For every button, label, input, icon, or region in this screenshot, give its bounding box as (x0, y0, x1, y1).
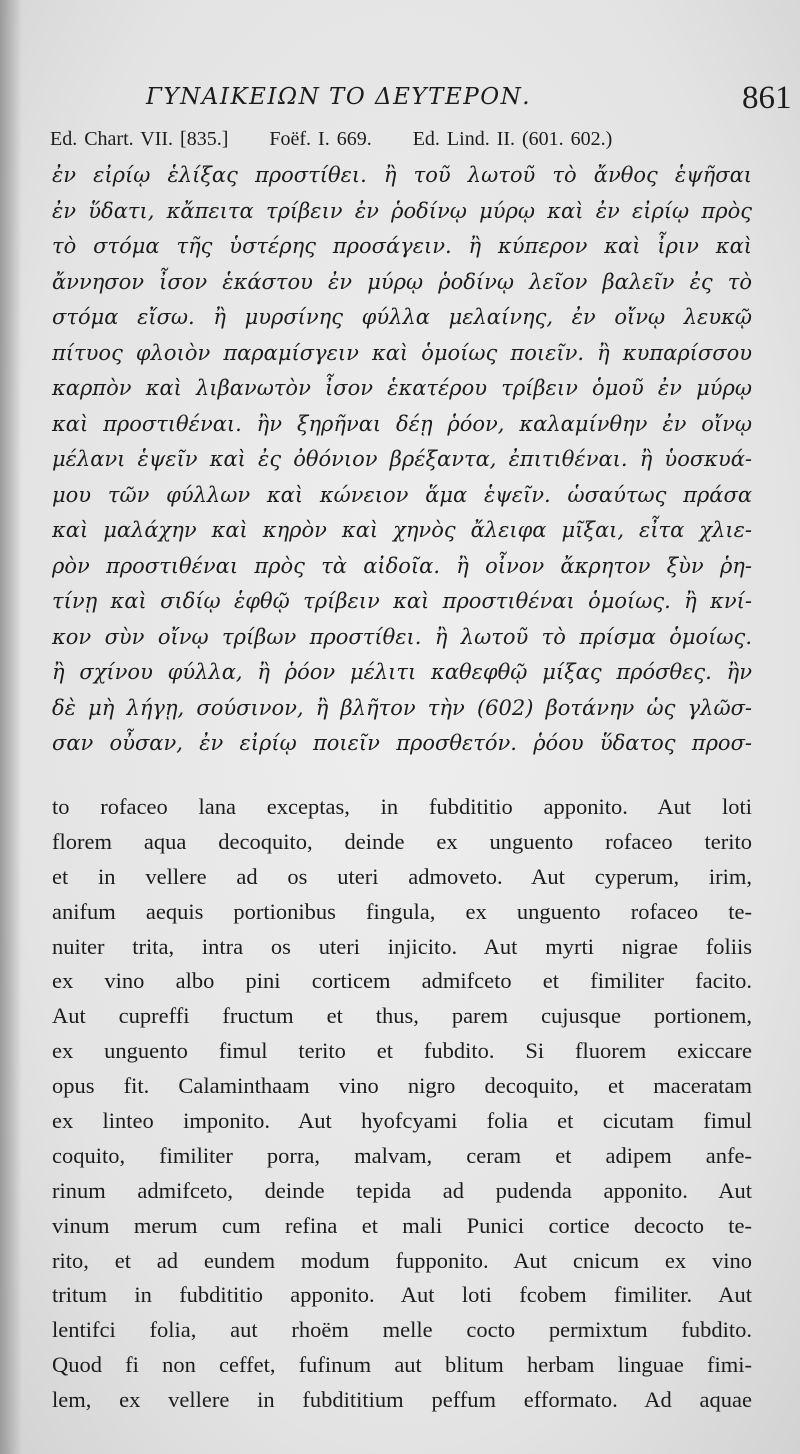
latin-line: ex vino albo pini corticem admifceto et fimiliter facito. (52, 968, 752, 994)
latin-line: florem aqua decoquito, deinde ex unguento rofaceo terito (52, 828, 752, 854)
latin-line: ex linteo imponito. Aut hyofcyami folia et cicutam fimul (52, 1108, 752, 1134)
page-number: 861 (742, 80, 792, 116)
greek-line: ἢ σχίνου φύλλα, ἢ ῥόον μέλιτι καθεφθῷ μίξας πρόσθες. ἢν (52, 660, 752, 684)
greek-line: ἐν εἰρίῳ ἑλίξας προστίθει. ἢ τοῦ λωτοῦ τὸ ἄνθος ἑψῆσαι (52, 163, 752, 187)
greek-line: ρὸν προστιθέναι πρὸς τὰ αἰδοῖα. ἢ οἶνον ἄκρητον ξὺν ῥη- (52, 553, 752, 578)
page-header (0, 78, 800, 122)
greek-line: μέλανι ἑψεῖν καὶ ἐς ὀθόνιον βρέξαντα, ἐπιτιθέναι. ἢ ὑοσκυά- (52, 447, 752, 471)
greek-line: πίτυος φλοιὸν παραμίσγειν καὶ ὁμοίως ποιεῖν. ἢ κυπαρίσσου (52, 340, 752, 365)
greek-line: στόμα εἴσω. ἢ μυρσίνης φύλλα μελαίνης, ἐν οἴνῳ λευκῷ (52, 305, 752, 329)
greek-line: ἄννησον ἶσον ἑκάστου ἐν μύρῳ ῥοδίνῳ λεῖον βαλεῖν ἐς τὸ (52, 269, 752, 294)
latin-line: Quod fi non ceffet, fufinum aut blitum herbam linguae fimi- (52, 1352, 752, 1378)
greek-line: τὸ στόμα τῆς ὑστέρης προσάγειν. ἢ κύπερον καὶ ἶριν καὶ (52, 234, 752, 258)
latin-text-block (52, 790, 752, 1418)
latin-line: rito, et ad eundem modum fupponito. Aut cnicum ex vino (52, 1247, 752, 1273)
running-title: ΓΥΝΑΙΚΕΙΩΝ ΤΟ ΔΕΥΤΕΡΟΝ. (146, 84, 532, 110)
latin-line: tritum in fubdititio apponito. Aut loti fcobem fimiliter. Aut (52, 1282, 752, 1308)
latin-line: to rofaceo lana exceptas, in fubdititio apponito. Aut loti (52, 794, 752, 819)
greek-line: κον σὺν οἴνῳ τρίβων προστίθει. ἢ λωτοῦ τὸ πρίσμα ὁμοίως. (52, 624, 752, 649)
edition-ref-foesius: Foëf. I. 669. (269, 128, 372, 150)
latin-line: rinum admifceto, deinde tepida ad pudenda apponito. Aut (52, 1177, 752, 1203)
latin-line: lem, ex vellere in fubdititium peffum efformato. Ad aquae (52, 1387, 752, 1413)
latin-line: Aut cupreffi fructum et thus, parem cujusque portionem, (52, 1003, 752, 1029)
latin-line: opus fit. Calaminthaam vino nigro decoquito, et maceratam (52, 1073, 752, 1099)
latin-line: lentifci folia, aut rhoëm melle cocto permixtum fubdito. (52, 1317, 752, 1343)
greek-line: σαν οὖσαν, ἐν εἰρίῳ ποιεῖν προσθετόν. ῥόου ὕδατος προσ- (52, 731, 752, 755)
latin-line: ex unguento fimul terito et fubdito. Si fluorem exiccare (52, 1038, 752, 1064)
greek-line: καὶ μαλάχην καὶ κηρὸν καὶ χηνὸς ἄλειφα μῖξαι, εἶτα χλιε- (52, 518, 752, 542)
latin-line: et in vellere ad os uteri admoveto. Aut cyperum, irim, (52, 863, 752, 889)
greek-line: τίνῃ καὶ σιδίῳ ἑφθῷ τρίβειν καὶ προστιθέναι ὁμοίως. ἢ κνί- (52, 589, 752, 613)
edition-ref-chartier: Ed. Chart. VII. [835.] (50, 128, 229, 150)
latin-line: coquito, fimiliter porra, malvam, ceram et adipem anfe- (52, 1142, 752, 1168)
greek-text-block (52, 158, 752, 762)
greek-line: δὲ μὴ λήγῃ, σούσινον, ἢ βλῆτον τὴν (602) βοτάνην ὡς γλῶσ- (52, 695, 752, 720)
greek-line: μου τῶν φύλλων καὶ κώνειον ἅμα ἑψεῖν. ὡσαύτως πράσα (52, 482, 752, 507)
greek-line: καὶ προστιθέναι. ἢν ξηρῆναι δέῃ ῥόον, καλαμίνθην ἐν οἴνῳ (52, 411, 752, 436)
latin-line: vinum merum cum refina et mali Punici cortice decocto te- (52, 1212, 752, 1238)
edition-references (50, 128, 612, 151)
latin-line: anifum aequis portionibus fingula, ex unguento rofaceo te- (52, 898, 752, 924)
greek-line: καρπὸν καὶ λιβανωτὸν ἶσον ἑκατέρου τρίβειν ὁμοῦ ἐν μύρῳ (52, 376, 752, 400)
greek-line: ἐν ὕδατι, κἄπειτα τρίβειν ἐν ῥοδίνῳ μύρῳ καὶ ἐν εἰρίῳ πρὸς (52, 198, 752, 223)
binding-shadow (0, 0, 22, 1454)
edition-ref-linden: Ed. Lind. II. (601. 602.) (412, 128, 613, 150)
latin-line: nuiter trita, intra os uteri injicito. Aut myrti nigrae foliis (52, 933, 752, 959)
